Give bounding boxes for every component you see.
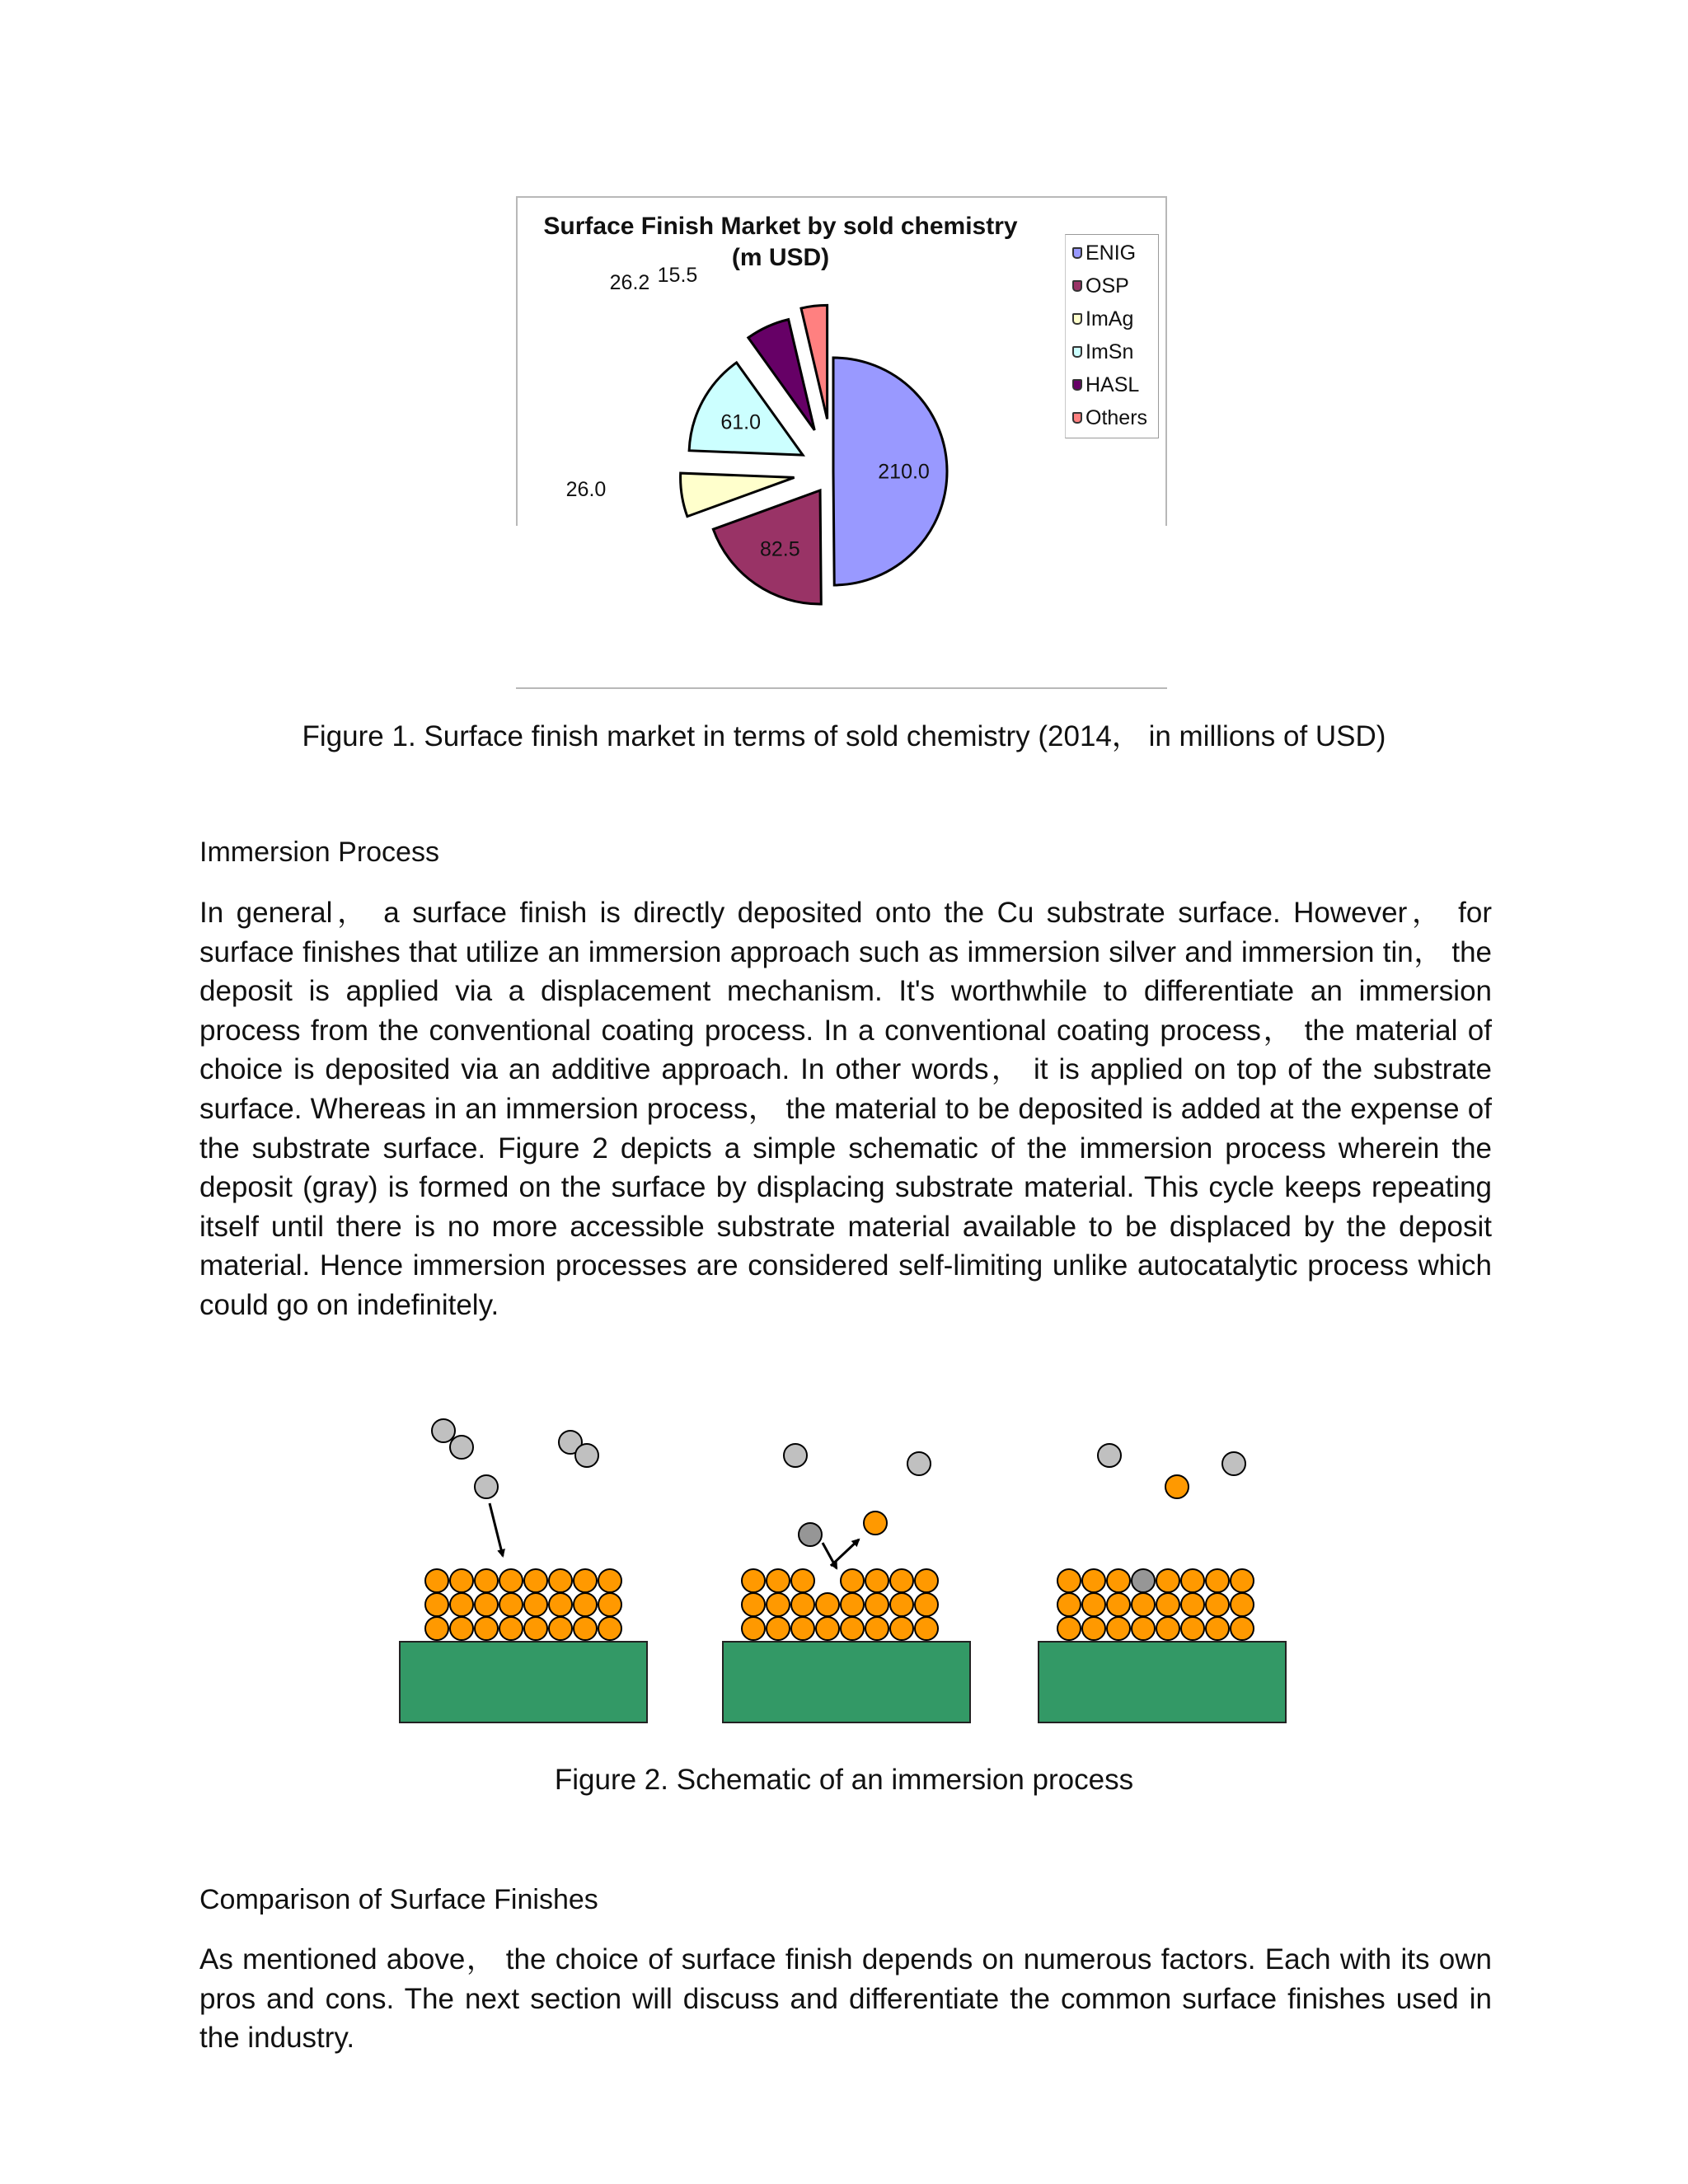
copper-atom: [549, 1593, 572, 1616]
deposit-atom: [1132, 1569, 1155, 1592]
copper-atom: [742, 1593, 765, 1616]
copper-atom: [524, 1569, 547, 1592]
copper-atom: [598, 1569, 621, 1592]
displaced-copper-ion: [864, 1511, 887, 1535]
copper-atom: [475, 1569, 498, 1592]
copper-atom: [767, 1569, 790, 1592]
schematic-panel-1: [400, 1569, 647, 1722]
data-label-osp: 82.5: [759, 537, 800, 561]
immersion-process-paragraph: In general， a surface finish is directly deposited onto the Cu substrate surface. However， for surface finishes that utilize an immersion approach such as immersion silver and immersion tin， the deposit is applied via a displacement mechanism. It's worthwhile to differentiate an immersion process from the conventional coating process. In a conventional coating process， the material of choice is deposited via an additive approach. In other words， it is applied on top of the substrate surface. Whereas in an immersion process， the material to be deposited is added at the expense of the substrate surface. Figure 2 depicts a simple schematic of the immersion process wherein the deposit (gray) is formed on the surface by displacing substrate material. This cycle keeps repeating itself until there is no more accessible substrate material available to be displaced by the deposit material. Hence immersion processes are considered self-limiting unlike autocatalytic process which could go on indefinitely.: [199, 897, 1492, 1321]
copper-atom: [841, 1593, 864, 1616]
legend-label-hasl: HASL: [1085, 373, 1140, 396]
legend-item-hasl: [1066, 368, 1158, 401]
deposit-ion: [1098, 1444, 1121, 1467]
copper-atom: [1082, 1569, 1105, 1592]
copper-atom: [767, 1617, 790, 1640]
deposit-ion: [475, 1475, 498, 1498]
legend-swatch-others: [1072, 412, 1082, 424]
copper-atom: [742, 1617, 765, 1640]
arrow-deposition: [490, 1503, 503, 1556]
legend-label-imag: ImAg: [1085, 307, 1134, 330]
copper-atom: [1057, 1593, 1081, 1616]
copper-atom: [1082, 1617, 1105, 1640]
legend-label-osp: OSP: [1085, 274, 1129, 298]
legend-swatch-imsn: [1072, 346, 1082, 358]
legend-swatch-osp: [1072, 280, 1082, 292]
copper-atom: [1156, 1617, 1179, 1640]
data-label-others: 15.5: [657, 264, 698, 287]
arrow-deposit-in: [823, 1543, 837, 1568]
copper-atom: [1231, 1593, 1254, 1616]
copper-atom: [890, 1569, 913, 1592]
copper-atom: [1181, 1617, 1204, 1640]
schematic-panel-3: [1039, 1569, 1286, 1722]
copper-atom: [816, 1617, 839, 1640]
copper-atom: [1132, 1593, 1155, 1616]
figure-1-caption: Figure 1. Surface finish market in terms of sold chemistry (2014， in millions of USD): [302, 720, 1386, 752]
comparison-paragraph: As mentioned above， the choice of surface finish depends on numerous factors. Each with its own pros and cons. The next section will discuss and differentiate the common surface finishes used in the industry.: [199, 1943, 1492, 2055]
copper-atom: [915, 1569, 938, 1592]
copper-atom: [1181, 1569, 1204, 1592]
data-label-hasl: 26.2: [609, 271, 650, 294]
copper-atom: [767, 1593, 790, 1616]
copper-atom: [1082, 1593, 1105, 1616]
copper-atom: [1206, 1617, 1229, 1640]
copper-atom: [890, 1617, 913, 1640]
copper-atom: [1132, 1617, 1155, 1640]
copper-atom: [450, 1593, 473, 1616]
deposit-ion: [575, 1444, 598, 1467]
copper-atom: [816, 1593, 839, 1616]
copper-atom: [475, 1593, 498, 1616]
copper-atom: [915, 1617, 938, 1640]
copper-atom: [1057, 1617, 1081, 1640]
copper-atom: [1156, 1569, 1179, 1592]
copper-atom: [1206, 1569, 1229, 1592]
legend-swatch-imag: [1072, 313, 1082, 325]
copper-atom: [549, 1569, 572, 1592]
legend-item-osp: [1066, 269, 1158, 302]
copper-atom: [865, 1569, 889, 1592]
chart-title-line-2: (m USD): [731, 244, 830, 271]
copper-atom: [524, 1617, 547, 1640]
legend-swatch-enig: [1072, 247, 1082, 259]
figure-2-schematic: [387, 1401, 1311, 1731]
copper-atom: [1231, 1617, 1254, 1640]
figure-2-caption: Figure 2. Schematic of an immersion process: [554, 1764, 1134, 1796]
deposit-ion: [450, 1436, 473, 1459]
arrow-copper-out: [831, 1540, 859, 1566]
copper-atom: [574, 1593, 597, 1616]
copper-atom: [841, 1617, 864, 1640]
substrate-block: [723, 1642, 970, 1722]
substrate-block: [1039, 1642, 1286, 1722]
copper-atom: [1107, 1569, 1130, 1592]
copper-atom: [841, 1569, 864, 1592]
legend-item-others: [1066, 401, 1158, 434]
deposit-atom-arriving: [799, 1523, 822, 1546]
legend-label-enig: ENIG: [1085, 241, 1137, 265]
copper-atom: [890, 1593, 913, 1616]
deposit-ion: [784, 1444, 807, 1467]
section-heading-comparison: Comparison of Surface Finishes: [199, 1884, 598, 1915]
copper-atom: [524, 1593, 547, 1616]
copper-atom: [1057, 1569, 1081, 1592]
chart-title: [521, 211, 1040, 274]
legend-item-imsn: [1066, 335, 1158, 368]
copper-atom: [1206, 1593, 1229, 1616]
copper-atom: [499, 1593, 523, 1616]
copper-atom: [574, 1569, 597, 1592]
copper-atom: [475, 1617, 498, 1640]
legend-swatch-hasl: [1072, 379, 1082, 391]
figure-1-chart: [516, 196, 1167, 691]
displaced-copper-ion: [1165, 1475, 1189, 1498]
deposit-ion: [432, 1419, 455, 1442]
section-heading-immersion-process: Immersion Process: [199, 837, 439, 868]
data-label-enig: 210.0: [878, 460, 930, 484]
copper-atom: [791, 1617, 814, 1640]
copper-atom: [865, 1593, 889, 1616]
copper-atom: [450, 1569, 473, 1592]
legend-item-imag: [1066, 302, 1158, 335]
schematic-panel-2: [723, 1569, 970, 1722]
copper-atom: [598, 1617, 621, 1640]
chart-legend: [1065, 234, 1159, 438]
copper-atom: [915, 1593, 938, 1616]
copper-atom: [1107, 1617, 1130, 1640]
copper-atom: [425, 1593, 448, 1616]
chart-title-line-1: Surface Finish Market by sold chemistry: [543, 213, 1018, 240]
copper-atom: [598, 1593, 621, 1616]
copper-atom: [1107, 1593, 1130, 1616]
copper-atom: [549, 1617, 572, 1640]
copper-atom: [1231, 1569, 1254, 1592]
substrate-block: [400, 1642, 647, 1722]
copper-atom: [1181, 1593, 1204, 1616]
copper-atom: [499, 1617, 523, 1640]
copper-atom: [742, 1569, 765, 1592]
legend-item-enig: [1066, 237, 1158, 269]
legend-label-others: Others: [1085, 405, 1148, 429]
deposit-ion: [1222, 1452, 1245, 1475]
copper-atom: [1156, 1593, 1179, 1616]
copper-atom: [499, 1569, 523, 1592]
copper-atom: [865, 1617, 889, 1640]
copper-atom: [791, 1593, 814, 1616]
legend-label-imsn: ImSn: [1085, 340, 1134, 363]
deposit-ion: [907, 1452, 931, 1475]
copper-atom: [425, 1617, 448, 1640]
copper-atom: [450, 1617, 473, 1640]
copper-atom: [574, 1617, 597, 1640]
copper-atom: [425, 1569, 448, 1592]
copper-atom: [791, 1569, 814, 1592]
data-label-imag: 26.0: [565, 478, 607, 501]
data-label-imsn: 61.0: [720, 410, 762, 434]
